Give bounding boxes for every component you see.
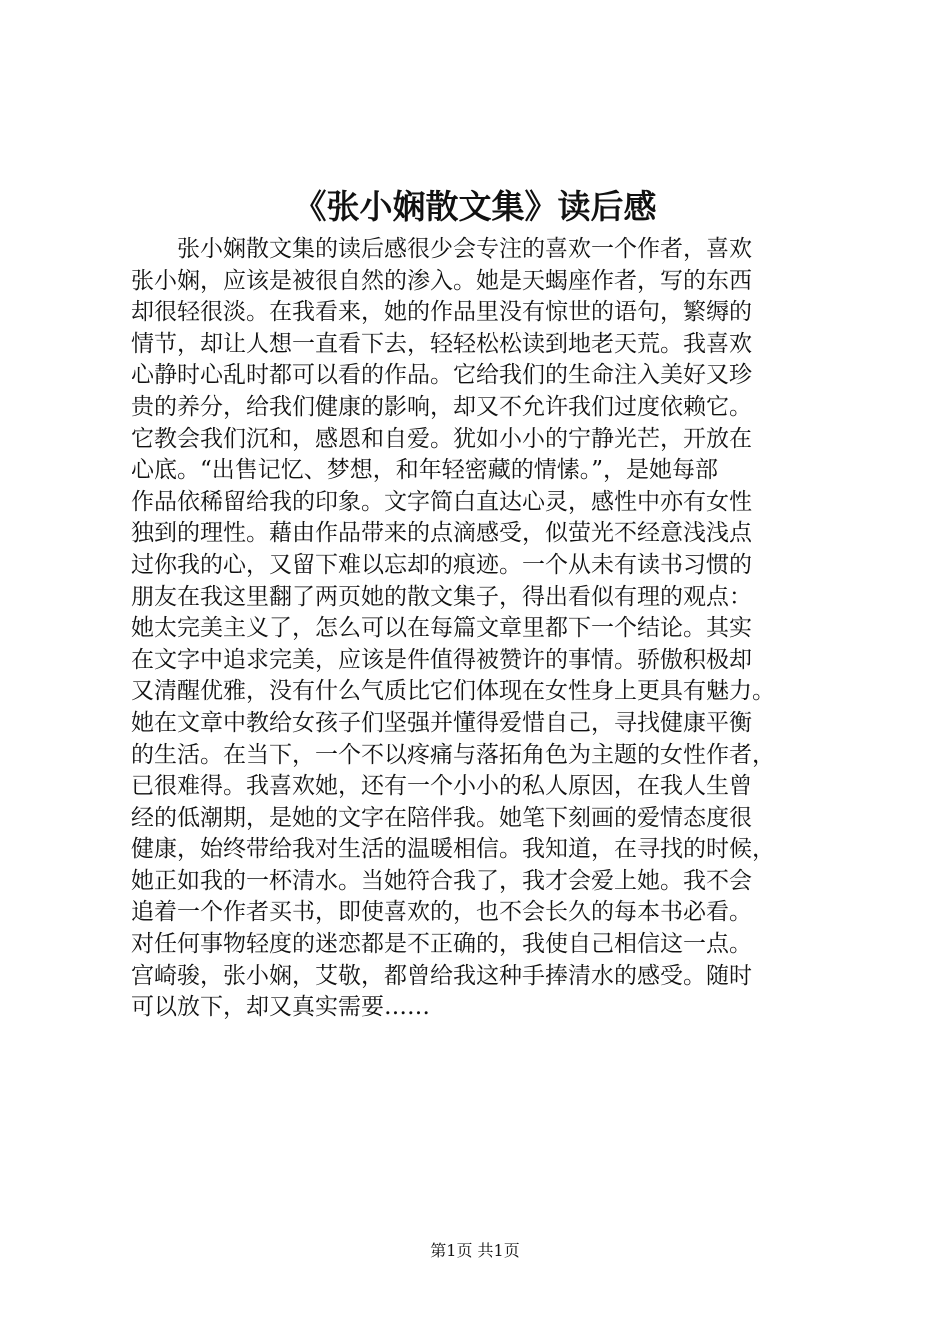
body-line: 追着一个作者买书，即使喜欢的，也不会长久的每本书必看。 <box>131 899 752 926</box>
body-line: 可以放下，却又真实需要…… <box>131 994 430 1021</box>
body-line: 又清醒优雅，没有什么气质比它们体现在女性身上更具有魅力。 <box>131 678 775 705</box>
body-line: 贵的养分，给我们健康的影响，却又不允许我们过度依赖它。 <box>131 393 752 420</box>
body-line: 却很轻很淡。在我看来，她的作品里没有惊世的语句，繁缛的 <box>131 299 752 326</box>
body-line: 情节，却让人想一直看下去，轻轻松松读到地老天荒。我喜欢 <box>131 330 752 357</box>
body-line: 对任何事物轻度的迷恋都是不正确的，我使自己相信这一点。 <box>131 931 752 958</box>
body-line: 独到的理性。藉由作品带来的点滴感受，似萤光不经意浅浅点 <box>131 520 752 547</box>
body-line: 经的低潮期，是她的文字在陪伴我。她笔下刻画的爱情态度很 <box>131 804 752 831</box>
body-line: 张小娴，应该是被很自然的渗入。她是天蝎座作者，写的东西 <box>131 267 752 294</box>
body-line: 心底。“出售记忆、梦想，和年轻密藏的情愫。”，是她每部 <box>131 457 719 484</box>
body-line: 在文字中追求完美，应该是件值得被赞许的事情。骄傲积极却 <box>131 646 752 673</box>
body-line: 过你我的心，又留下难以忘却的痕迹。一个从未有读书习惯的 <box>131 551 752 578</box>
body-line: 宫崎骏，张小娴，艾敬，都曾给我这种手捧清水的感受。随时 <box>131 962 752 989</box>
body-line: 健康，始终带给我对生活的温暖相信。我知道，在寻找的时候， <box>131 836 775 863</box>
body-line: 张小娴散文集的读后感很少会专注的喜欢一个作者，喜欢 <box>177 236 752 262</box>
page-number-footer: 第1页 共1页 <box>430 1241 520 1260</box>
document-title: 《张小娴散文集》读后感 <box>293 187 657 226</box>
body-line: 它教会我们沉和，感恩和自爱。犹如小小的宁静光芒，开放在 <box>131 425 752 452</box>
body-line: 的生活。在当下，一个不以疼痛与落拓角色为主题的女性作者， <box>131 741 775 768</box>
body-line: 心静时心乱时都可以看的作品。它给我们的生命注入美好又珍 <box>131 362 752 389</box>
body-line: 她在文章中教给女孩子们坚强并懂得爱惜自己，寻找健康平衡 <box>131 709 752 736</box>
body-line: 她太完美主义了，怎么可以在每篇文章里都下一个结论。其实 <box>131 615 752 642</box>
document-body <box>131 234 821 1024</box>
body-line: 朋友在我这里翻了两页她的散文集子，得出看似有理的观点： <box>131 583 752 610</box>
body-line: 作品依稀留给我的印象。文字简白直达心灵，感性中亦有女性 <box>131 488 752 515</box>
body-line: 她正如我的一杯清水。当她符合我了，我才会爱上她。我不会 <box>131 867 752 894</box>
body-line: 已很难得。我喜欢她，还有一个小小的私人原因，在我人生曾 <box>131 773 752 800</box>
